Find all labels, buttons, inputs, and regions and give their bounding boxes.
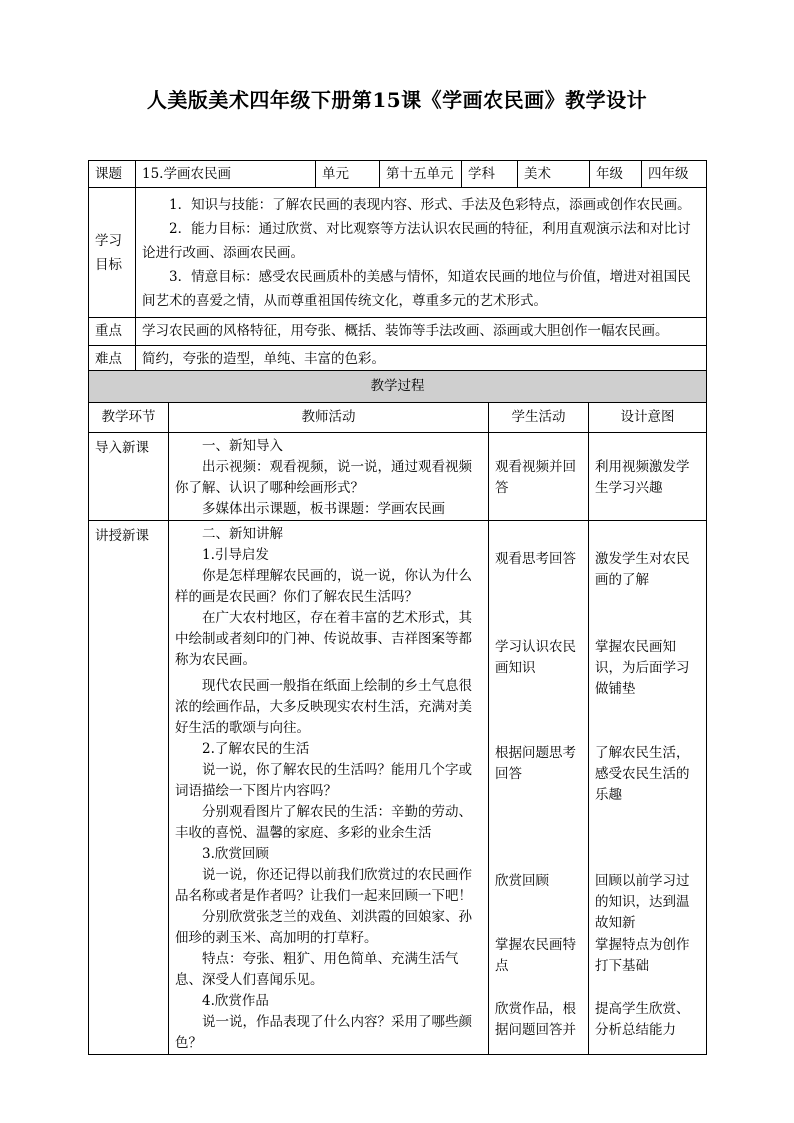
teacher-new-cell bbox=[169, 521, 489, 1055]
stage-intro: 导入新课 bbox=[89, 433, 169, 521]
section-1-question: 你是怎样理解农民画的，说一说，你认为什么样的画是农民画？你们了解农民生活吗？ bbox=[175, 568, 472, 605]
process-header: 教学过程 bbox=[89, 371, 707, 403]
section-4-question: 说一说，作品表现了什么内容？采用了哪些颜色？ bbox=[175, 1014, 472, 1051]
unit-value: 第十五单元 bbox=[380, 161, 462, 188]
section-1-title: 1.引导启发 bbox=[202, 547, 269, 563]
section-3-features: 特点：夸张、粗犷、用色简单、充满生活气息、深受人们喜闻乐见。 bbox=[175, 951, 459, 988]
teacher-intro-cell bbox=[169, 433, 489, 521]
goal-ability: 2．能力目标：通过欣赏、对比观察等方法认识农民画的特征，利用直观演示法和对比讨论进行改画、添画农民画。 bbox=[142, 220, 691, 261]
col-teacher-header: 教师活动 bbox=[169, 403, 489, 433]
difficulty-label: 难点 bbox=[89, 346, 136, 374]
key-label: 重点 bbox=[89, 318, 136, 346]
intent-6: 提高学生欣赏、分析总结能力 bbox=[595, 1001, 690, 1038]
goals-cell bbox=[136, 188, 707, 318]
section-1-para-2: 现代农民画一般指在纸面上绘制的乡土气息很浓的绘画作品，大多反映现实农村生活，充满对美好生活的歌颂与向往。 bbox=[175, 678, 472, 736]
student-intro: 观看视频并回答 bbox=[489, 433, 589, 521]
section-3-para: 分别欣赏张芝兰的戏鱼、刘洪霞的回娘家、孙佃珍的剥玉米、高加明的打草籽。 bbox=[175, 909, 472, 946]
student-activity-1: 观看思考回答 bbox=[495, 551, 576, 567]
subject-value: 美术 bbox=[518, 161, 590, 188]
intent-5: 掌握特点为创作打下基础 bbox=[595, 937, 690, 974]
key-value: 学习农民画的风格特征，用夸张、概括、装饰等手法改画、添画或大胆创作一幅农民画。 bbox=[136, 318, 707, 346]
section-2-title: 2.了解农民的生活 bbox=[202, 741, 310, 757]
student-activity-6: 欣赏作品，根据问题回答并 bbox=[495, 1001, 576, 1038]
unit-label: 单元 bbox=[316, 161, 380, 188]
lesson-value: 15.学画农民画 bbox=[136, 161, 316, 188]
intent-1: 激发学生对农民画的了解 bbox=[595, 551, 690, 588]
goal-knowledge: 1．知识与技能：了解农民画的表现内容、形式、手法及色彩特点，添画或创作农民画。 bbox=[169, 196, 691, 213]
grade-value: 四年级 bbox=[642, 161, 707, 188]
intro-video-text: 出示视频：观看视频，说一说，通过观看视频你了解、认识了哪种绘画形式？ bbox=[175, 459, 472, 496]
section-1-para-1: 在广大农村地区，存在着丰富的艺术形式，其中绘制或者刻印的门神、传说故事、吉祥图案等都称为农民画。 bbox=[175, 610, 472, 668]
student-activity-2: 学习认识农民画知识 bbox=[495, 639, 576, 676]
intro-topic-text: 多媒体出示课题，板书课题：学画农民画 bbox=[202, 501, 445, 517]
student-activity-5: 掌握农民画特点 bbox=[495, 937, 576, 974]
col-student-header: 学生活动 bbox=[489, 403, 589, 433]
intent-2: 掌握农民画知识，为后面学习做铺垫 bbox=[595, 639, 690, 697]
subject-label: 学科 bbox=[462, 161, 518, 188]
goal-emotion: 3．情意目标：感受农民画质朴的美感与情怀，知道农民画的地位与价值，增进对祖国民间艺术的喜爱之情，从而尊重祖国传统文化，尊重多元的艺术形式。 bbox=[142, 268, 691, 309]
goals-label: 学习 目标 bbox=[89, 188, 136, 318]
teaching-process-table bbox=[88, 370, 707, 1055]
lesson-label: 课题 bbox=[89, 161, 136, 188]
page-title: 人美版美术四年级下册第15课《学画农民画》教学设计 bbox=[146, 88, 648, 112]
section-3-question: 说一说，你还记得以前我们欣赏过的农民画作品名称或者是作者吗？让我们一起来回顾一下吧！ bbox=[175, 867, 472, 904]
intent-3: 了解农民生活，感受农民生活的乐趣 bbox=[595, 745, 690, 803]
col-stage-header: 教学环节 bbox=[89, 403, 169, 433]
section-3-title: 3.欣赏回顾 bbox=[202, 846, 269, 862]
col-intent-header: 设计意图 bbox=[589, 403, 707, 433]
new-heading: 二、新知讲解 bbox=[202, 526, 283, 542]
section-4-title: 4.欣赏作品 bbox=[202, 993, 269, 1009]
grade-label: 年级 bbox=[590, 161, 642, 188]
student-activity-4: 欣赏回顾 bbox=[495, 873, 549, 889]
intent-intro: 利用视频激发学生学习兴趣 bbox=[589, 433, 707, 521]
lesson-info-table bbox=[88, 160, 707, 374]
intent-new-cell bbox=[589, 521, 707, 1055]
stage-new: 讲授新课 bbox=[89, 521, 169, 1055]
section-2-question: 说一说，你了解农民的生活吗？能用几个字或词语描绘一下图片内容吗？ bbox=[175, 762, 472, 799]
student-new-cell bbox=[489, 521, 589, 1055]
intent-4: 回顾以前学习过的知识，达到温故知新 bbox=[595, 873, 690, 931]
student-activity-3: 根据问题思考回答 bbox=[495, 745, 576, 782]
intro-heading: 一、新知导入 bbox=[202, 438, 283, 454]
section-2-para: 分别观看图片了解农民的生活：辛勤的劳动、丰收的喜悦、温馨的家庭、多彩的业余生活 bbox=[175, 804, 472, 841]
difficulty-value: 简约，夸张的造型，单纯、丰富的色彩。 bbox=[136, 346, 707, 374]
